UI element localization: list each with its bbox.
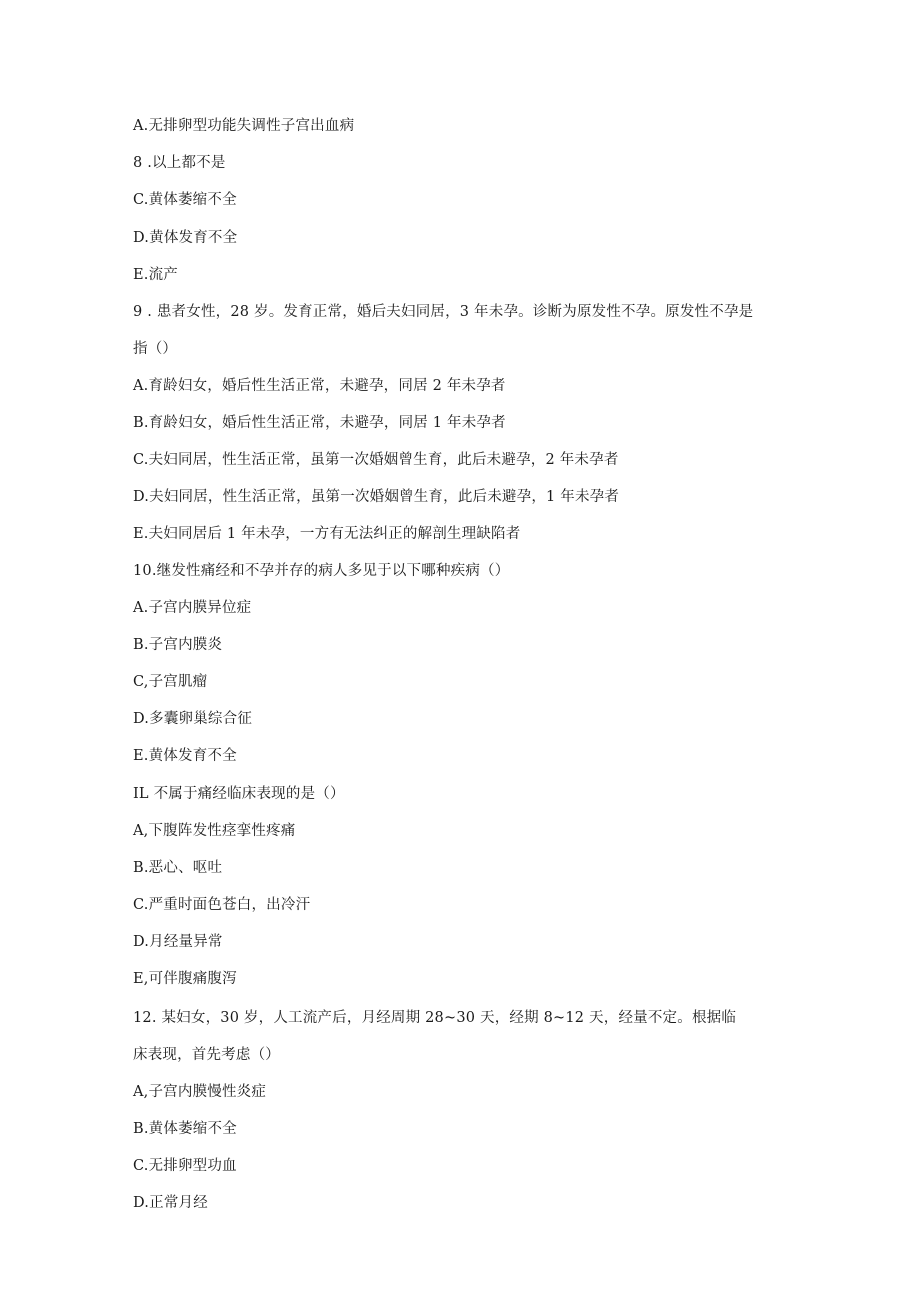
option-a-q12: A,子宫内膜慢性炎症 <box>133 1084 267 1100</box>
question-11-stem: IL 不属于痛经临床表现的是（） <box>133 786 345 802</box>
option-a-q7: A.无排卵型功能失调性子宫出血病 <box>133 118 355 134</box>
option-c-q11: C.严重时面色苍白，出冷汗 <box>133 897 311 913</box>
question-9-stem-continued: 指（） <box>133 341 178 357</box>
option-d-q9: D.夫妇同居，性生活正常，虽第一次婚姻曾生育，此后未避孕，1 年未孕者 <box>133 489 620 505</box>
option-e-q10: E.黄体发育不全 <box>133 748 237 764</box>
question-12-stem-continued: 床表现，首先考虑（） <box>133 1047 280 1063</box>
option-b-q12: B.黄体萎缩不全 <box>133 1121 237 1137</box>
option-c-q10: C,子宫肌瘤 <box>133 674 208 690</box>
option-b-q11: B.恶心、呕吐 <box>133 860 223 876</box>
question-10-stem: 10.继发性痛经和不孕并存的病人多见于以下哪种疾病（） <box>133 563 510 579</box>
option-b-q10: B.子宫内膜炎 <box>133 637 223 653</box>
option-d-q7: D.黄体发育不全 <box>133 230 238 246</box>
option-e-q11: E,可伴腹痛腹泻 <box>133 971 237 987</box>
option-a-q10: A.子宫内膜异位症 <box>133 600 252 616</box>
option-a-q9: A.育龄妇女，婚后性生活正常，未避孕，同居 2 年未孕者 <box>133 378 506 394</box>
option-e-q7: E.流产 <box>133 267 178 283</box>
question-12-stem: 12. 某妇女，30 岁，人工流产后，月经周期 28~30 天，经期 8~12 天，经量不定。根据临 <box>133 1010 737 1026</box>
question-9-stem: 9 . 患者女性，28 岁。发育正常，婚后夫妇同居，3 年未孕。诊断为原发性不孕。原发性不孕是 <box>133 304 754 320</box>
option-c-q12: C.无排卵型功血 <box>133 1158 237 1174</box>
option-e-q9: E.夫妇同居后 1 年未孕，一方有无法纠正的解剖生理缺陷者 <box>133 526 521 542</box>
option-b-q7: 8 .以上都不是 <box>133 155 226 171</box>
option-d-q10: D.多囊卵巢综合征 <box>133 711 253 727</box>
option-d-q11: D.月经量异常 <box>133 934 223 950</box>
option-b-q9: B.育龄妇女，婚后性生活正常，未避孕，同居 1 年未孕者 <box>133 415 506 431</box>
option-d-q12: D.正常月经 <box>133 1195 208 1211</box>
option-c-q9: C.夫妇同居，性生活正常，虽第一次婚姻曾生育，此后未避孕，2 年未孕者 <box>133 452 619 468</box>
option-a-q11: A,下腹阵发性痉挛性疼痛 <box>133 823 296 839</box>
option-c-q7: C.黄体萎缩不全 <box>133 192 237 208</box>
